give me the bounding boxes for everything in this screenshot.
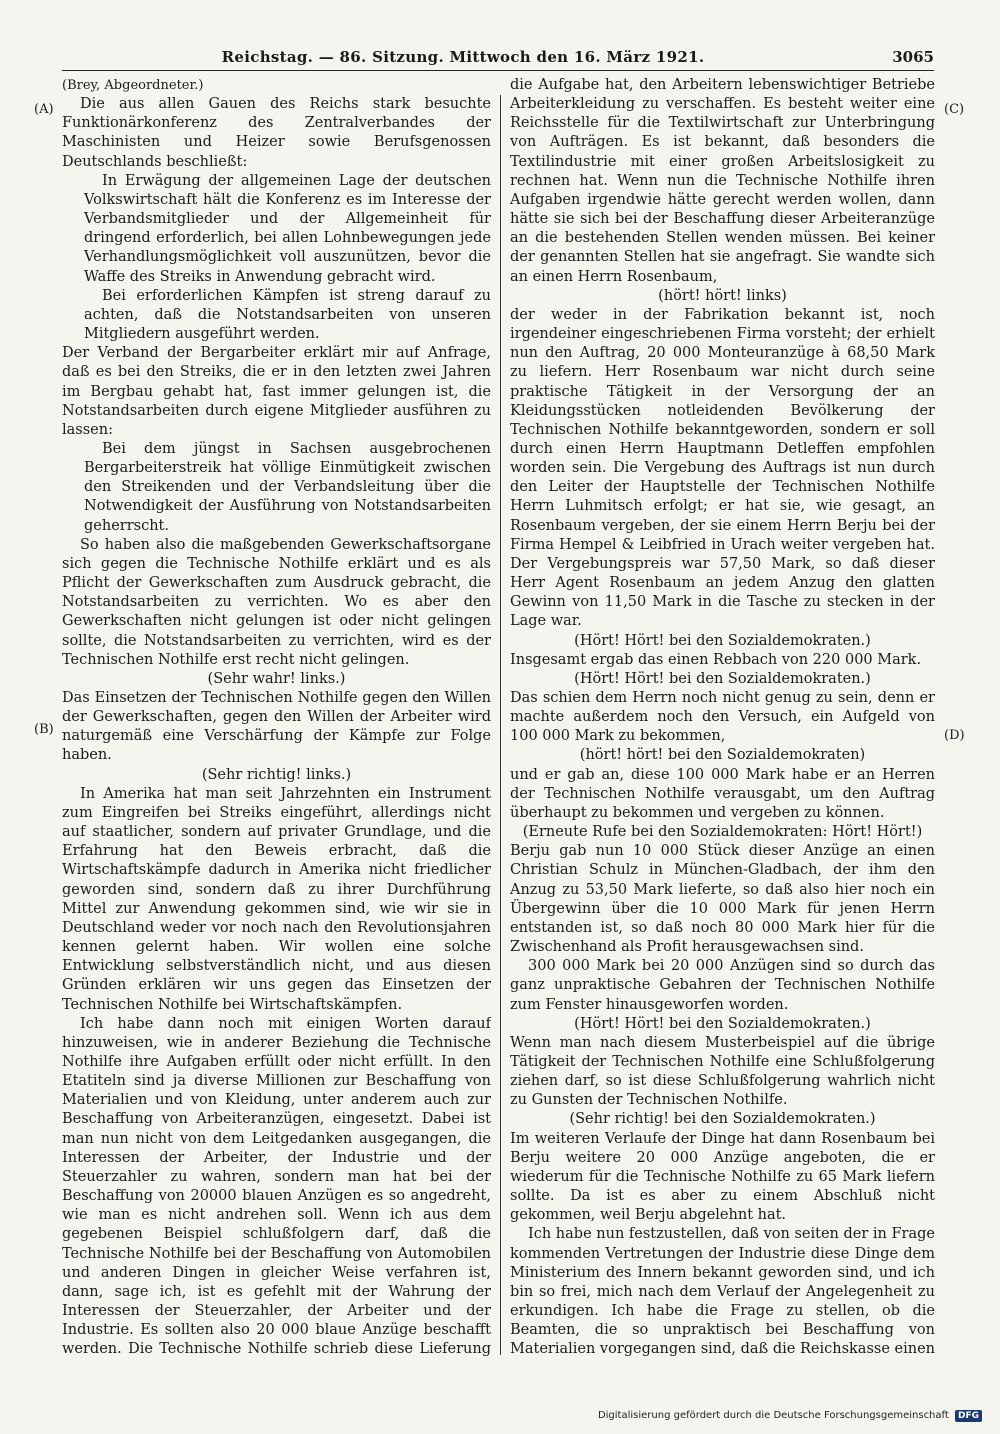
paragraph: So haben also die maßgebenden Gewerkschaftsorgane sich gegen die Technische Nothilfe erklärt und es als Pflicht der Gewerkschaften zum Ausdruck gebracht, die Notstandsarbeiten zu verrichten. Wo es aber den Gewerkschaften nicht gelungen ist oder nicht gelingen sollte, die Notstandsarbeiten zu verrichten, wird es der Technischen Nothilfe erst recht nicht gelingen.: [62, 536, 491, 668]
left-column: [62, 76, 491, 1358]
paragraph: und er gab an, diese 100 000 Mark habe er an Herren der Technischen Nothilfe verausgabt, um den Auftrag überhaupt zu bekommen und vergeben zu können.: [510, 766, 935, 821]
quote-paragraph: In Erwägung der allgemeinen Lage der deutschen Volkswirtschaft hält die Konferenz es im Interesse der Verbandsmitglieder und der Allgemeinheit für dringend erforderlich, bei allen Lohnbewegungen jede Verhandlungsmöglichkeit voll auszunützen, bevor die Waffe des Streiks in Anwendung gebracht wird.: [84, 172, 491, 285]
dfg-logo: DFG: [955, 1410, 982, 1422]
interjection: (Erneute Rufe bei den Sozialdemokraten: Hört! Hört!): [522, 824, 923, 841]
interjection: (Hört! Hört! bei den Sozialdemokraten.): [574, 632, 871, 649]
footer-text: Digitalisierung gefördert durch die Deutsche Forschungsgemeinschaft: [597, 1410, 949, 1421]
interjection: (hört! hört! bei den Sozialdemokraten): [579, 747, 866, 764]
paragraph: In Amerika hat man seit Jahrzehnten ein Instrument zum Eingreifen bei Streiks eingeführt, allerdings nicht auf staatlicher, sondern auf privater Grundlage, und die Erfahrung hat den Beweis erbracht, daß die Wirtschaftskämpfe dadurch in Amerika nicht friedlicher geworden sind, sondern daß zu ihrer Durchführung Mittel zur Anwendung gekommen sind, wie wir sie in Deutschland weder vor noch nach den Revolutionsjahren kennen gelernt haben. Wir wollen eine solche Entwicklung selbstverständlich nicht, und aus diesen Gründen erklären wir uns gegen das Einsetzen der Technischen Nothilfe bei Wirtschaftskämpfen.: [62, 785, 491, 1013]
margin-marker-d: (D): [944, 728, 965, 743]
paragraph: Die aus allen Gauen des Reichs stark besuchte Funktionärkonferenz des Zentralverbandes der Maschinisten und Heizer sowie Berufsgenossen Deutschlands beschließt:: [62, 96, 491, 170]
paragraph: Im weiteren Verlaufe der Dinge hat dann Rosenbaum bei Berju weitere 20 000 Anzüge angeboten, die er wiederum für die Technische Nothilfe zu 65 Mark liefern sollte. Da ist es aber zu einem Abschluß nicht gekommen, weil Berju abgelehnt hat.: [510, 1130, 935, 1224]
interjection: (Sehr richtig! bei den Sozialdemokraten.): [569, 1111, 876, 1128]
page-header: [62, 48, 934, 71]
footer: [598, 1410, 982, 1422]
interjection: (Sehr richtig! links.): [201, 766, 352, 783]
speaker-line: (Brey, Abgeordneter.): [62, 78, 204, 93]
header-title: Reichstag. — 86. Sitzung. Mittwoch den 16. März 1921.: [221, 48, 705, 66]
paragraph: Wenn man nach diesem Musterbeispiel auf die übrige Tätigkeit der Technischen Nothilfe eine Schlußfolgerung ziehen darf, so ist diese Schlußfolgerung wahrlich nicht zu Gunsten der Technischen Nothilfe.: [510, 1034, 935, 1109]
paragraph: Der Verband der Bergarbeiter erklärt mir auf Anfrage, daß es bei den Streiks, die er in den letzten zwei Jahren im Bergbau gehabt hat, fast immer gelungen ist, die Notstandsarbeiten durch eigene Mitglieder ausführen zu lassen:: [62, 345, 491, 438]
margin-marker-b: (B): [34, 722, 54, 737]
paragraph: Insgesamt ergab das einen Rebbach von 220 000 Mark.: [510, 651, 922, 668]
interjection: (Sehr wahr! links.): [207, 670, 346, 687]
paragraph: Ich habe dann noch mit einigen Worten darauf hinzuweisen, wie in anderer Beziehung die Technische Nothilfe ihre Aufgaben erfüllt oder nicht erfüllt. In den Etatiteln sind ja diverse Millionen zur Beschaffung von Materialien und von Kleidung, unter anderem auch zur Beschaffung von Arbeiteranzügen, eingesetzt. Dabei ist man nun nicht von dem Leitgedanken ausgegangen, die Interessen der Arbeiter, der Industrie und der Steuerzahler zu wahren, sondern man hat bei der Beschaffung von 20000 blauen Anzügen es so angedreht, wie man es nicht andrehen soll. Wenn ich aus dem gegebenen Beispiel schlußfolgern darf, daß die Technische Nothilfe bei der Beschaffung von Automobilen und anderen Dingen in gleicher Weise verfahren ist, dann, sage ich, ist es gefehlt mit der Wahrung der Interessen der Steuerzahler, der Arbeiter und der Industrie. Es sollten also 20 000 blaue Anzüge beschafft werden. Die Technische Nothilfe schrieb diese Lieferung: [62, 1015, 491, 1358]
paragraph: Berju gab nun 10 000 Stück dieser Anzüge an einen Christian Schulz in München-Gladbach, der ihm den Anzug zu 53,50 Mark lieferte, so daß also hier noch ein Übergewinn über die 10 000 Mark für jenen Herrn entstanden ist, so daß noch 80 000 Mark hier für die Zwischenhand als Profit herausgewachsen sind.: [510, 843, 935, 956]
quote-paragraph: Bei erforderlichen Kämpfen ist streng darauf zu achten, daß die Notstandsarbeiten von unseren Mitgliedern ausgeführt werden.: [84, 287, 491, 343]
margin-marker-a: (A): [34, 102, 54, 117]
column-divider: [500, 95, 501, 1355]
right-column: [510, 76, 935, 1358]
paragraph: Ich habe nun festzustellen, daß von seiten der in Frage kommenden Vertretungen der Industrie diese Dinge dem Ministerium des Innern bekannt geworden sind, und ich bin so frei, mich nach dem Verlauf der Angelegenheit zu erkundigen. Ich habe die Frage zu stellen, ob die Beamten, die so unpraktisch bei Beschaffung von Materialien vorgegangen sind, daß die Reichskasse einen: [510, 1226, 935, 1358]
interjection: (hört! hört! links): [658, 287, 787, 304]
paragraph: die Aufgabe hat, den Arbeitern lebenswichtiger Betriebe Arbeiterkleidung zu verschaffen. Es besteht weiter eine Reichsstelle für die Textilwirtschaft zur Unterbringung von Aufträgen. Es ist bekannt, daß besonders die Textilindustrie mit einer großen Arbeitslosigkeit zu rechnen hat. Wenn nun die Technische Nothilfe ihren Aufgaben irgendwie hätte gerecht werden wollen, dann hätte sie sich bei der Beschaffung dieser Arbeiteranzüge an die bestehenden Stellen wenden müssen. Bei keiner der genannten Stellen hat sie angefragt. Sie wandte sich an einen Herrn Rosenbaum,: [510, 77, 935, 285]
margin-marker-c: (C): [944, 102, 965, 117]
paragraph: der weder in der Fabrikation bekannt ist, noch irgendeiner eingeschriebenen Firma vorsteht; der erhielt nun den Auftrag, 20 000 Monteuranzüge à 68,50 Mark zu liefern. Herr Rosenbaum war nicht durch seine praktische Tätigkeit in der Versorgung der an Kleidungsstücken notleidenden Bevölkerung der Technischen Nothilfe bekanntgeworden, sondern er soll durch einen Herrn Hauptmann Detleffen empfohlen worden sein. Die Vergebung des Auftrags ist nun durch den Leiter der Hauptstelle der Technischen Nothilfe Herrn Luhmitsch erfolgt; er hat sie, wie gesagt, an Rosenbaum vergeben, der sie einem Herrn Berju bei der Firma Hempel & Leibfried in Urach weiter vergeben hat. Der Vergebungspreis war 57,50 Mark, so daß dieser Herr Agent Rosenbaum an jedem Anzug den glatten Gewinn von 11,50 Mark in die Tasche zu stecken in der Lage war.: [510, 306, 935, 630]
paragraph: Das Einsetzen der Technischen Nothilfe gegen den Willen der Gewerkschaften, gegen den Willen der Arbeiter wird naturgemäß eine Verschärfung der Kämpfe zur Folge haben.: [62, 690, 491, 764]
interjection: (Hört! Hört! bei den Sozialdemokraten.): [574, 670, 871, 687]
quote-paragraph: Bei dem jüngst in Sachsen ausgebrochenen Bergarbeiterstreik hat völlige Einmütigkeit zwischen den Streikenden und der Verbandsleitung über die Notwendigkeit der Ausführung von Notstandsarbeiten geherrscht.: [84, 440, 491, 534]
interjection: (Hört! Hört! bei den Sozialdemokraten.): [574, 1015, 871, 1032]
page-number: 3065: [892, 48, 934, 66]
paragraph: Das schien dem Herrn noch nicht genug zu sein, denn er machte außerdem noch den Versuch, ein Aufgeld von 100 000 Mark zu bekommen,: [510, 690, 935, 745]
paragraph: 300 000 Mark bei 20 000 Anzügen sind so durch das ganz unpraktische Gebahren der Technischen Nothilfe zum Fenster hinausgeworfen worden.: [510, 958, 935, 1013]
